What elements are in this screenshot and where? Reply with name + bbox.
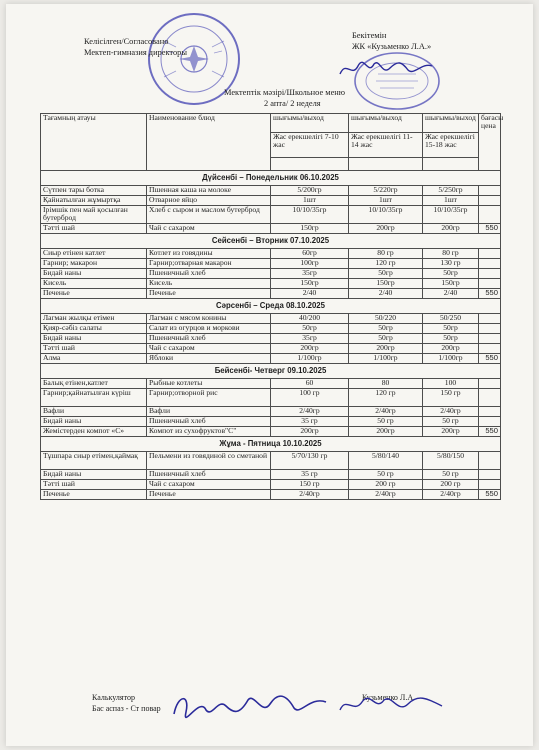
age-group-2: Жас ерекшелігі 11-14 жас [349,133,423,158]
portion-age-7-10: 200гр [271,344,349,354]
dish-name-ru: Хлеб с сыром и маслом бутерброд [147,206,271,224]
portion-age-15-18: 200 гр [423,480,479,490]
portion-age-11-14: 50гр [349,324,423,334]
chef-signature [170,688,330,724]
col-header-kz: Тағамның атауы [41,114,147,171]
portion-age-7-10: 1/100гр [271,354,349,364]
price-cell [479,344,501,354]
portion-age-15-18: 1/100гр [423,354,479,364]
table-row [41,249,501,259]
dish-name-ru: Пшеничный хлеб [147,417,271,427]
portion-age-15-18: 80 гр [423,249,479,259]
dish-name-ru: Лагман с мясом конины [147,314,271,324]
table-row [41,279,501,289]
dish-name-kz: Ірімшік пен май қосылған бутерброд [41,206,147,224]
price-cell [479,324,501,334]
dish-name-ru: Гарнир;отварная макарон [147,259,271,269]
portion-age-11-14: 200 гр [349,480,423,490]
portion-age-7-10: 200гр [271,427,349,437]
table-row [41,379,501,389]
dish-name-ru: Компот из сухофруктов"С" [147,427,271,437]
portion-age-15-18: 100 [423,379,479,389]
menu-week: 2 апта/ 2 неделя [264,99,321,108]
col-header-output-1: шығымы/выход [271,114,349,133]
day-header-row [41,299,501,314]
price-cell [479,480,501,490]
dish-name-kz: Алма [41,354,147,364]
table-row [41,389,501,407]
portion-age-15-18: 50 гр [423,417,479,427]
dish-name-ru: Вафли [147,407,271,417]
price-cell [479,417,501,427]
table-row [41,344,501,354]
age-group-1: Жас ерекшелігі 7-10 жас [271,133,349,158]
dish-name-kz: Сиыр етінен катлет [41,249,147,259]
price-cell [479,389,501,407]
price-cell [479,279,501,289]
portion-age-11-14: 5/220гр [349,186,423,196]
portion-age-11-14: 50/220 [349,314,423,324]
price-cell [479,269,501,279]
price-cell: 550 [479,224,501,234]
portion-age-11-14: 2/40 [349,289,423,299]
price-cell [479,452,501,470]
table-row [41,324,501,334]
manager-signature [336,690,446,720]
approved-by: ЖК «Кузьменко Л.А.» [352,42,432,51]
portion-age-7-10: 5/200гр [271,186,349,196]
portion-age-11-14: 1/100гр [349,354,423,364]
dish-name-kz: Печенье [41,490,147,500]
portion-age-15-18: 50гр [423,269,479,279]
dish-name-ru: Рыбные котлеты [147,379,271,389]
portion-age-11-14: 80 гр [349,249,423,259]
dish-name-kz: Бидай наны [41,470,147,480]
day-header-row [41,234,501,249]
dish-name-kz: Бидай наны [41,334,147,344]
age-group-3: Жас ерекшелігі 15-18 жас [423,133,479,158]
dish-name-ru: Отварное яйцо [147,196,271,206]
price-cell [479,470,501,480]
portion-age-15-18: 200гр [423,224,479,234]
dish-name-ru: Яблоки [147,354,271,364]
portion-age-11-14: 2/40гр [349,407,423,417]
approver-signature [336,56,436,82]
table-row [41,407,501,417]
portion-age-11-14: 150гр [349,279,423,289]
dish-name-kz: Гарнир;қайнатылған күріш [41,389,147,407]
portion-age-7-10: 1шт [271,196,349,206]
portion-age-15-18: 50/250 [423,314,479,324]
portion-age-7-10: 35 гр [271,417,349,427]
dish-name-ru: Пшеничный хлеб [147,334,271,344]
agreed-label: Келісілген/Согласовано [84,37,169,46]
price-cell [479,334,501,344]
price-cell [479,314,501,324]
portion-age-15-18: 150гр [423,279,479,289]
portion-age-7-10: 2/40гр [271,407,349,417]
price-cell: 550 [479,289,501,299]
price-cell [479,196,501,206]
col-header-output-3: шығымы/выход [423,114,479,133]
day-title: Бейсенбі- Четверг 09.10.2025 [41,364,501,379]
portion-age-15-18: 50 гр [423,470,479,480]
table-header-row [41,114,501,133]
portion-age-11-14: 50гр [349,334,423,344]
portion-age-7-10: 10/10/35гр [271,206,349,224]
dish-name-ru: Гарнир;отворной рис [147,389,271,407]
dish-name-kz: Гарнир; макарон [41,259,147,269]
day-title: Жұма - Пятница 10.10.2025 [41,437,501,452]
portion-age-11-14: 1шт [349,196,423,206]
chef-label: Бас аспаз - Ст повар [92,704,161,713]
dish-name-kz: Бидай наны [41,269,147,279]
table-row [41,470,501,480]
portion-age-7-10: 100 гр [271,389,349,407]
price-cell [479,407,501,417]
portion-age-7-10: 150 гр [271,480,349,490]
document-page [6,4,533,746]
dish-name-ru: Чай с сахаром [147,224,271,234]
dish-name-ru: Пельмени из говядиной со сметаной [147,452,271,470]
dish-name-ru: Пшеничный хлеб [147,470,271,480]
dish-name-ru: Чай с сахаром [147,480,271,490]
dish-name-kz: Тәтті шай [41,224,147,234]
portion-age-7-10: 35 гр [271,470,349,480]
dish-name-ru: Салат из огурцов и моркови [147,324,271,334]
table-row [41,490,501,500]
dish-name-ru: Пшенная каша на молоке [147,186,271,196]
table-row [41,196,501,206]
day-title: Сейсенбі – Вторник 07.10.2025 [41,234,501,249]
portion-age-11-14: 50гр [349,269,423,279]
dish-name-kz: Тәтті шай [41,344,147,354]
menu-table [40,113,504,500]
portion-age-15-18: 5/250гр [423,186,479,196]
portion-age-11-14: 120 гр [349,389,423,407]
portion-age-11-14: 50 гр [349,417,423,427]
price-cell: 550 [479,354,501,364]
agreed-org: Мектеп-гимназия директоры [84,48,187,57]
price-cell: 550 [479,427,501,437]
portion-age-7-10: 35гр [271,269,349,279]
portion-age-15-18: 200гр [423,427,479,437]
dish-name-kz: Тәтті шай [41,480,147,490]
table-row [41,427,501,437]
portion-age-7-10: 150гр [271,224,349,234]
day-title: Дүйсенбі – Понедельник 06.10.2025 [41,171,501,186]
dish-name-ru: Чай с сахаром [147,344,271,354]
portion-age-7-10: 2/40гр [271,490,349,500]
portion-age-15-18: 10/10/35гр [423,206,479,224]
table-row [41,314,501,324]
dish-name-ru: Пшеничный хлеб [147,269,271,279]
day-title: Сәрсенбі – Среда 08.10.2025 [41,299,501,314]
table-row [41,186,501,196]
table-row [41,452,501,470]
dish-name-kz: Печенье [41,289,147,299]
approved-label: Бекітемін [352,31,387,40]
table-row [41,480,501,490]
portion-age-15-18: 130 гр [423,259,479,269]
menu-title: Мектептік мәзірі/Школьное меню [224,88,346,97]
dish-name-kz: Бидай наны [41,417,147,427]
portion-age-7-10: 150гр [271,279,349,289]
portion-age-11-14: 200гр [349,344,423,354]
portion-age-7-10: 100гр [271,259,349,269]
portion-age-11-14: 200гр [349,427,423,437]
chef-name: Кузьменко Л.А. [362,693,416,702]
table-row [41,259,501,269]
portion-age-15-18: 50гр [423,334,479,344]
dish-name-kz: Тұшпара сиыр етімен,қаймақ [41,452,147,470]
col-header-price: бағасы цена [479,114,501,171]
day-header-row [41,364,501,379]
table-row [41,269,501,279]
dish-name-kz: Сүтпен тары ботка [41,186,147,196]
portion-age-7-10: 40/200 [271,314,349,324]
dish-name-ru: Печенье [147,289,271,299]
portion-age-15-18: 2/40гр [423,407,479,417]
dish-name-kz: Жемістерден компот «С» [41,427,147,437]
dish-name-ru: Печенье [147,490,271,500]
dish-name-kz: Қайнатылған жұмыртқа [41,196,147,206]
price-cell: 550 [479,490,501,500]
day-header-row [41,437,501,452]
price-cell [479,379,501,389]
price-cell [479,186,501,196]
table-row [41,206,501,224]
day-header-row [41,171,501,186]
table-row [41,417,501,427]
portion-age-7-10: 35гр [271,334,349,344]
portion-age-7-10: 50гр [271,324,349,334]
portion-age-7-10: 2/40 [271,289,349,299]
portion-age-15-18: 200гр [423,344,479,354]
portion-age-7-10: 5/70/130 гр [271,452,349,470]
portion-age-15-18: 50гр [423,324,479,334]
col-header-ru: Наименование блюд [147,114,271,171]
portion-age-11-14: 2/40гр [349,490,423,500]
portion-age-15-18: 2/40 [423,289,479,299]
portion-age-11-14: 10/10/35гр [349,206,423,224]
calculator-label: Калькулятор [92,693,135,702]
portion-age-11-14: 200гр [349,224,423,234]
dish-name-kz: Қияр-сәбіз салаты [41,324,147,334]
price-cell [479,259,501,269]
portion-age-11-14: 120 гр [349,259,423,269]
table-row [41,354,501,364]
dish-name-kz: Балық етінен,катлет [41,379,147,389]
dish-name-kz: Лагман жылқы етімен [41,314,147,324]
dish-name-ru: Котлет из говядины [147,249,271,259]
portion-age-11-14: 5/80/140 [349,452,423,470]
portion-age-15-18: 5/80/150 [423,452,479,470]
table-row [41,289,501,299]
dish-name-kz: Вафли [41,407,147,417]
dish-name-kz: Кисель [41,279,147,289]
price-cell [479,206,501,224]
portion-age-15-18: 150 гр [423,389,479,407]
portion-age-11-14: 80 [349,379,423,389]
portion-age-15-18: 1шт [423,196,479,206]
portion-age-7-10: 60 [271,379,349,389]
portion-age-7-10: 60гр [271,249,349,259]
dish-name-ru: Кисель [147,279,271,289]
price-cell [479,249,501,259]
table-row [41,334,501,344]
portion-age-15-18: 2/40гр [423,490,479,500]
portion-age-11-14: 50 гр [349,470,423,480]
table-row [41,224,501,234]
col-header-output-2: шығымы/выход [349,114,423,133]
